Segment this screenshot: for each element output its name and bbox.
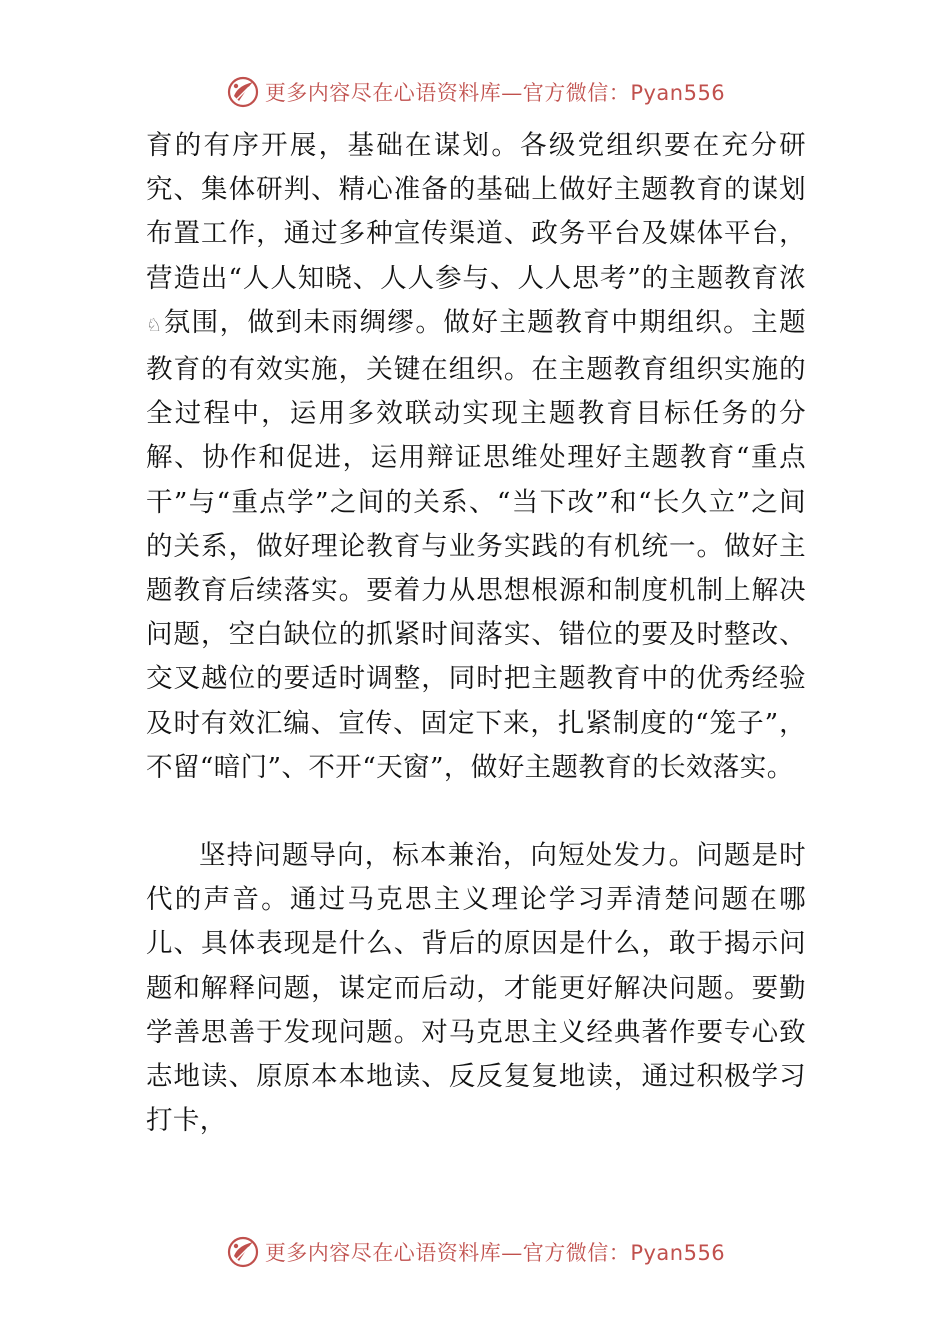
paragraph-1: [146, 124, 806, 790]
footer-banner-label: 更多内容尽在心语资料库—官方微信：: [264, 1241, 631, 1265]
footer-wechat-id: Pyan556: [630, 1241, 726, 1265]
header-banner: [0, 72, 950, 112]
paragraph-1-continued: 氛围，做到未雨绸缪。做好主题教育中期组织。主题教育的有效实施，关键在组织。在主题教育组织实施的全过程中，运用多效联动实现主题教育目标任务的分解、协作和促进，运用辩证思维处理好主题教育“重点干”与“重点学”之间的关系、“当下改”和“长久立”之间的关系，做好理论教育与业务实践的有机统一。做好主题教育后续落实。要着力从思想根源和制度机制上解决问题，空白缺位的抓紧时间落实、错位的要及时整改、交叉越位的要适时调整，同时把主题教育中的优秀经验及时有效汇编、宣传、固定下来，扎紧制度的“笼子”，不留“暗门”、不开“天窗”，做好主题教育的长效落实。: [146, 306, 806, 783]
knight-symbol-icon: ♘: [146, 314, 163, 336]
footer-banner: [0, 1232, 950, 1272]
logo-icon: [225, 1234, 261, 1270]
footer-banner-text: [265, 1237, 725, 1267]
document-body: [146, 124, 806, 1143]
header-banner-text: [265, 77, 725, 107]
header-wechat-id: Pyan556: [630, 81, 726, 105]
paragraph-2: 坚持问题导向，标本兼治，向短处发力。问题是时代的声音。通过马克思主义理论学习弄清楚问题在哪儿、具体表现是什么、背后的原因是什么，敢于揭示问题和解释问题，谋定而后动，才能更好解决问题。要勤学善思善于发现问题。对马克思主义经典著作要专心致志地读、原原本本地读、反反复复地读，通过积极学习打卡，: [146, 840, 806, 1137]
header-banner-label: 更多内容尽在心语资料库—官方微信：: [264, 81, 631, 105]
paragraph-1-text: 育的有序开展，基础在谋划。各级党组织要在充分研究、集体研判、精心准备的基础上做好主题教育的谋划布置工作，通过多种宣传渠道、政务平台及媒体平台，营造出“人人知晓、人人参与、人人思考”的主题教育浓: [146, 130, 806, 294]
logo-icon: [225, 74, 261, 110]
